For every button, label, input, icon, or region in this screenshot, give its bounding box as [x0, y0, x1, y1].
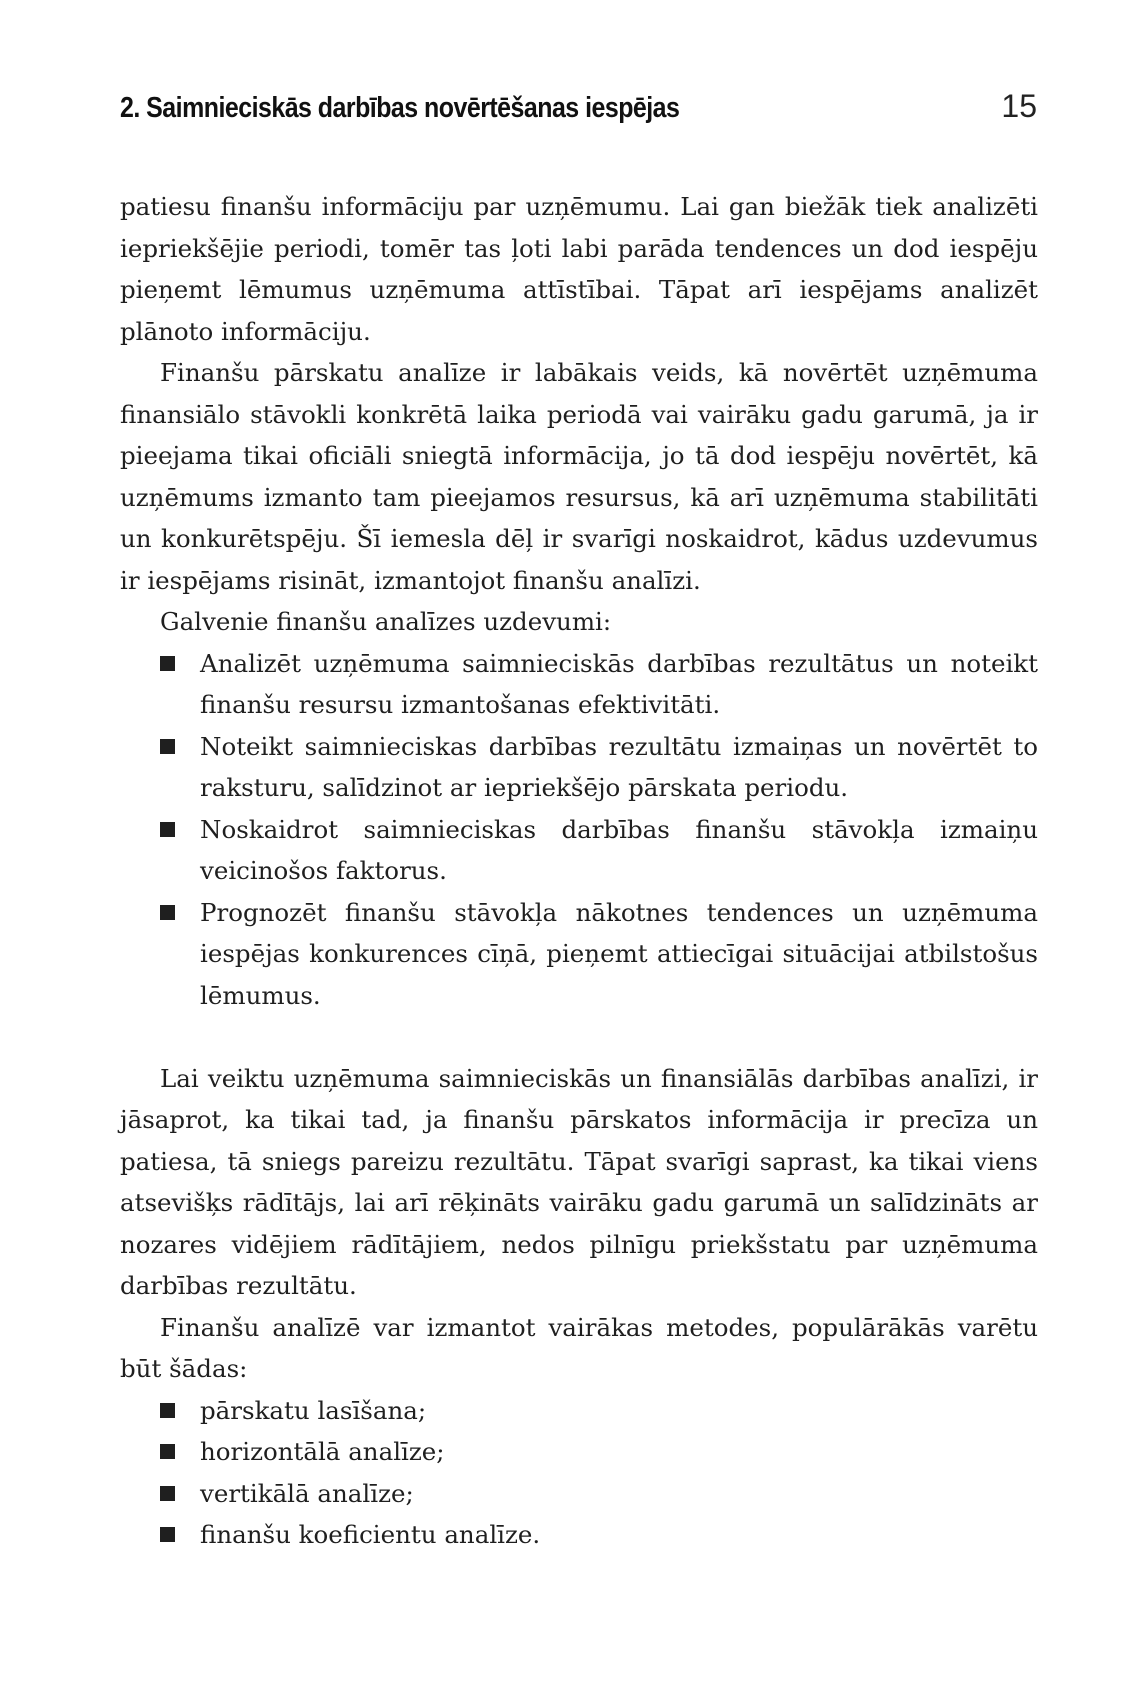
square-bullet-icon — [160, 656, 175, 671]
tasks-list — [120, 643, 1038, 1017]
paragraph: Lai veiktu uzņēmuma saimnieciskās un finansiālās darbības analīzi, ir jāsaprot, ka tikai tad, ja finanšu pārskatos informācija ir precīza un patiesa, tā sniegs pareizu rezultātu. Tāpat svarīgi saprast, ka tikai viens atsevišķs rādītājs, lai arī rēķināts vairāku gadu garumā un salīdzināts ar nozares vidējiem rādītājiem, nedos pilnīgu priekšstatu par uzņēmuma darbības rezultātu. — [120, 1063, 1038, 1300]
paragraph: Finanšu pārskatu analīze ir labākais veids, kā novērtēt uzņēmuma finansiālo stāvokli konkrētā laika periodā vai vairāku gadu garumā, ja ir pieejama tikai oficiāli sniegtā informācija, jo tā dod iespēju novērtēt, kā uzņēmums izmanto tam pieejamos resursus, kā arī uzņēmuma stabilitāti un konkurētspēju. Šī iemesla dēļ ir svarīgi noskaidrot, kādus uzdevumus ir iespējams risināt, izmantojot finanšu analīzi. — [120, 358, 1038, 595]
square-bullet-icon — [160, 822, 175, 837]
paragraph: patiesu finanšu informāciju par uzņēmumu. Lai gan biežāk tiek analizēti iepriekšējie periodi, tomēr tas ļoti labi parāda tendences un dod iespēju pieņemt lēmumus uzņēmuma attīstībai. Tāpat arī iespējams analizēt plānoto informāciju. — [120, 192, 1038, 346]
paragraph: Galvenie finanšu analīzes uzdevumi: — [160, 607, 612, 636]
chapter-title: 2. Saimnieciskās darbības novērtēšanas iespējas — [120, 92, 680, 124]
list-item — [160, 1390, 1038, 1432]
square-bullet-icon — [160, 905, 175, 920]
list-item — [160, 1514, 1038, 1556]
list-item — [160, 809, 1038, 892]
page-number: 15 — [1001, 88, 1037, 124]
methods-list — [120, 1390, 1038, 1556]
paragraph: Finanšu analīzē var izmantot vairākas metodes, populārākās varētu būt šādas: — [120, 1312, 1038, 1383]
list-item — [160, 892, 1038, 1017]
square-bullet-icon — [160, 1444, 175, 1459]
square-bullet-icon — [160, 1486, 175, 1501]
running-header — [120, 88, 1037, 138]
list-item-text: Noskaidrot saimnieciskas darbības finanšu stāvokļa izmaiņu veicinošos faktorus. — [200, 814, 1038, 885]
square-bullet-icon — [160, 739, 175, 754]
body-text — [120, 186, 1038, 1556]
list-item-text: Prognozēt finanšu stāvokļa nākotnes tendences un uzņēmuma iespējas konkurences cīņā, pieņemt attiecīgai situācijai atbilstošus lēmumus. — [200, 897, 1038, 1010]
list-item — [160, 1473, 1038, 1515]
list-item-text: Analizēt uzņēmuma saimnieciskās darbības rezultātus un noteikt finanšu resursu izmantošanas efektivitāti. — [200, 648, 1038, 719]
square-bullet-icon — [160, 1403, 175, 1418]
list-item-text: pārskatu lasīšana; — [200, 1395, 427, 1425]
list-item — [160, 1431, 1038, 1473]
list-item — [160, 726, 1038, 809]
list-item-text: finanšu koeficientu analīze. — [200, 1520, 541, 1549]
square-bullet-icon — [160, 1527, 175, 1542]
list-item-text: vertikālā analīze; — [200, 1478, 414, 1508]
list-item-text: Noteikt saimnieciskas darbības rezultātu izmaiņas un novērtēt to raksturu, salīdzinot ar iepriekšējo pārskata periodu. — [200, 731, 1038, 802]
list-item-text: horizontālā analīze; — [200, 1437, 445, 1466]
list-item — [160, 643, 1038, 726]
